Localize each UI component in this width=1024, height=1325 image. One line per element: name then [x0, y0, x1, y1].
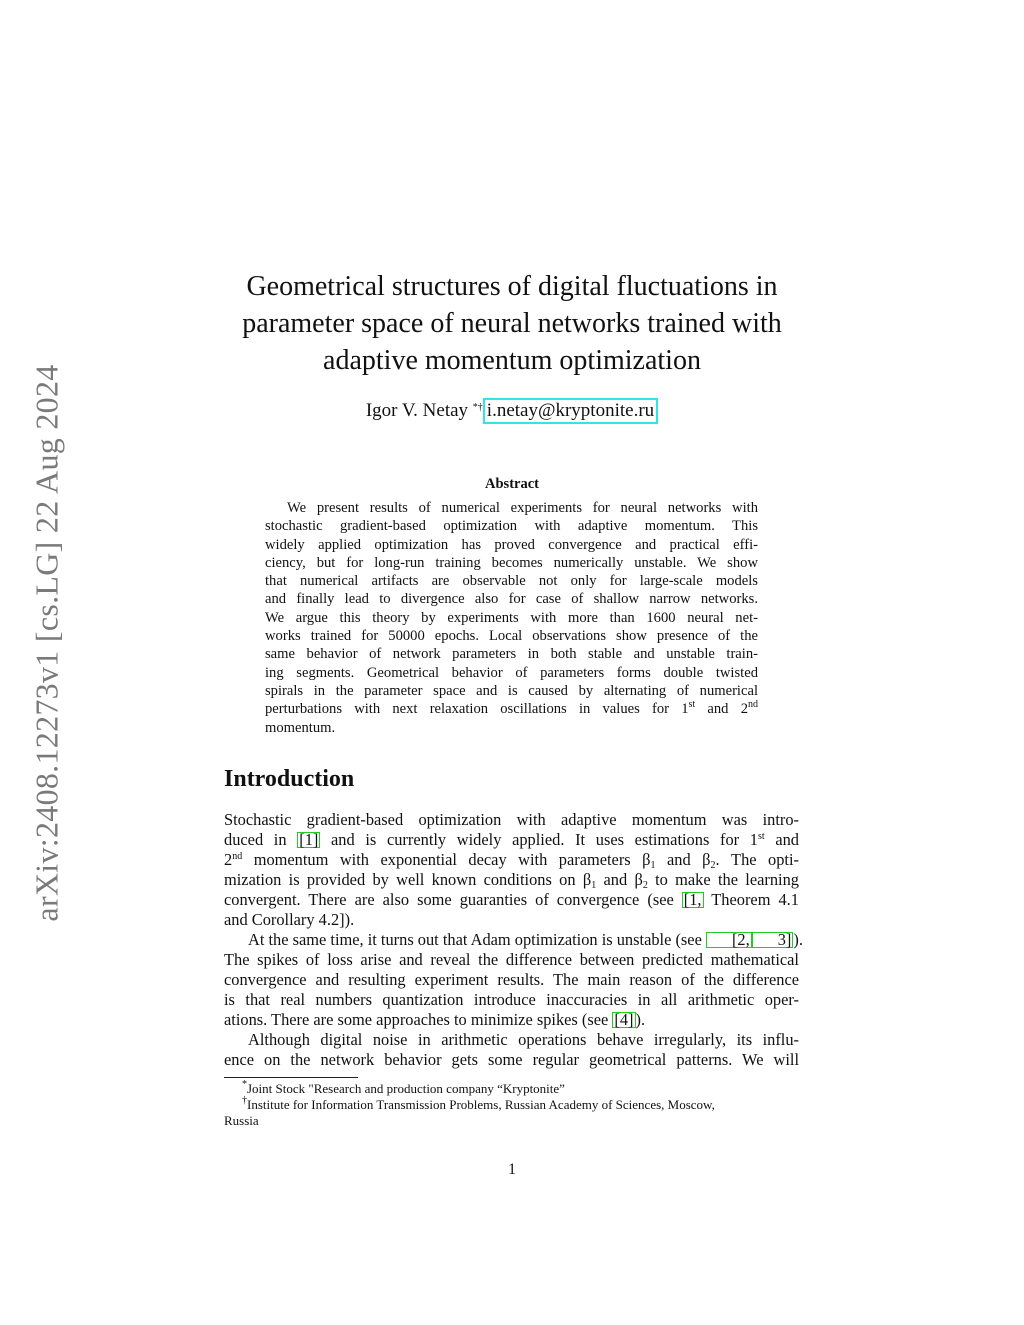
- body-line: ence on the network behavior gets some regular geometrical patterns. We will: [224, 1050, 799, 1069]
- abstract-line: momentum.: [265, 719, 336, 736]
- abstract-line: We present results of numerical experiments for neural networks with: [287, 500, 758, 516]
- footnote-1: [224, 1081, 799, 1097]
- title-line-2: parameter space of neural networks trained with: [242, 308, 782, 339]
- body-text: and β: [655, 850, 711, 869]
- footnote-2-continuation: Russia: [224, 1113, 259, 1128]
- abstract-text: perturbations with next relaxation oscillations in values for 1: [265, 701, 689, 718]
- footnote-2: [224, 1097, 799, 1113]
- citation-link[interactable]: 3]: [752, 932, 794, 948]
- author-email-link[interactable]: i.netay@kryptonite.ru: [483, 398, 658, 424]
- subscript: 2: [642, 880, 648, 891]
- footnote-mark: *: [242, 1079, 247, 1090]
- abstract-line: [265, 700, 758, 718]
- footnote-mark: †: [242, 1095, 247, 1106]
- body-line: Although digital noise in arithmetic operations behave irregularly, its influ-: [248, 1030, 799, 1049]
- citation-link[interactable]: [2,: [706, 932, 752, 948]
- body-text: ).: [793, 930, 803, 949]
- superscript: st: [688, 699, 696, 711]
- footnote-text: Joint Stock "Research and production company “Kryptonite”: [247, 1081, 565, 1096]
- body-line: [224, 870, 799, 890]
- body-text: momentum with exponential decay with parameters β: [242, 850, 651, 869]
- abstract-heading: Abstract: [485, 476, 539, 492]
- body-text: Theorem 4.1: [703, 890, 799, 909]
- body-text: duced in: [224, 830, 298, 849]
- abstract-line: widely applied optimization has proved convergence and practical effi-: [265, 536, 758, 553]
- body-line: [224, 890, 799, 910]
- body-line: is that real numbers quantization introduce inaccuracies in all arithmetic oper-: [224, 990, 799, 1009]
- subscript: 1: [650, 860, 656, 871]
- abstract-body: [265, 499, 758, 737]
- body-line: [224, 1010, 799, 1030]
- arxiv-identifier-sidebar: [30, 345, 64, 940]
- abstract-line: ing segments. Geometrical behavior of parameters forms double twisted: [265, 664, 758, 681]
- body-text: and: [764, 830, 799, 849]
- superscript: nd: [748, 699, 758, 711]
- subscript: 1: [591, 880, 597, 891]
- author-name: Igor V. Netay: [365, 400, 469, 421]
- abstract-line: that numerical artifacts are observable not only for large-scale models: [265, 573, 758, 590]
- footnotes: [224, 1081, 799, 1129]
- body-line: The spikes of loss arise and reveal the difference between predicted mathematical: [224, 950, 799, 969]
- body-text: ations. There are some approaches to minimize spikes (see: [224, 1010, 613, 1029]
- body-text: and is currently widely applied. It uses estimations for 1: [320, 830, 758, 849]
- body-text: At the same time, it turns out that Adam optimization is unstable (see: [248, 930, 706, 949]
- footnote-rule: [224, 1077, 358, 1078]
- body-line: and Corollary 4.2]).: [224, 910, 355, 929]
- author-line: [0, 398, 1024, 424]
- superscript: st: [757, 831, 765, 842]
- introduction-body: [224, 810, 803, 1070]
- arxiv-id-text: arXiv:2408.12273v1 [cs.LG] 22 Aug 2024: [28, 363, 65, 922]
- body-line: [224, 830, 799, 850]
- body-text: convergent. There are also some guaranties of convergence (see: [224, 890, 682, 909]
- author-footnote-marks: *†: [472, 402, 483, 413]
- body-text: ).: [635, 1010, 646, 1029]
- body-text: and β: [596, 870, 643, 889]
- body-line: [224, 930, 803, 950]
- abstract-line: spirals in the parameter space and is caused by alternating of numerical: [265, 682, 758, 699]
- body-text: to make the learning: [647, 870, 799, 889]
- body-text: mization is provided by well known conditions on β: [224, 870, 592, 889]
- body-text: . The opti-: [715, 850, 799, 869]
- page-number: 1: [508, 1161, 516, 1178]
- body-line: Stochastic gradient-based optimization with adaptive momentum was intro-: [224, 810, 799, 829]
- abstract-line: works trained for 50000 epochs. Local observations show presence of the: [265, 628, 758, 645]
- citation-link[interactable]: [1,: [683, 890, 702, 909]
- body-line: [224, 850, 799, 870]
- abstract-line: same behavior of network parameters in both stable and unstable train-: [265, 646, 758, 663]
- subscript: 2: [710, 860, 716, 871]
- body-line: convergence and resulting experiment results. The main reason of the difference: [224, 970, 799, 989]
- paper-title: [200, 268, 824, 379]
- superscript: nd: [232, 851, 243, 862]
- section-heading-introduction: Introduction: [224, 766, 355, 792]
- abstract-text: and 2: [695, 701, 748, 718]
- title-line-1: Geometrical structures of digital fluctuations in: [246, 271, 778, 302]
- abstract-line: and finally lead to divergence also for case of shallow narrow networks.: [265, 591, 758, 608]
- citation-link[interactable]: [4]: [614, 1010, 634, 1029]
- body-text: 2: [224, 850, 233, 869]
- abstract-line: We argue this theory by experiments with more than 1600 neural net-: [265, 609, 758, 626]
- footnote-text: Institute for Information Transmission Problems, Russian Academy of Sciences, Moscow,: [247, 1097, 715, 1112]
- abstract-line: ciency, but for long-run training becomes numerically unstable. We show: [265, 554, 758, 571]
- title-line-3: adaptive momentum optimization: [323, 345, 701, 376]
- citation-link[interactable]: [1]: [299, 830, 319, 849]
- abstract-line: stochastic gradient-based optimization with adaptive momentum. This: [265, 518, 758, 535]
